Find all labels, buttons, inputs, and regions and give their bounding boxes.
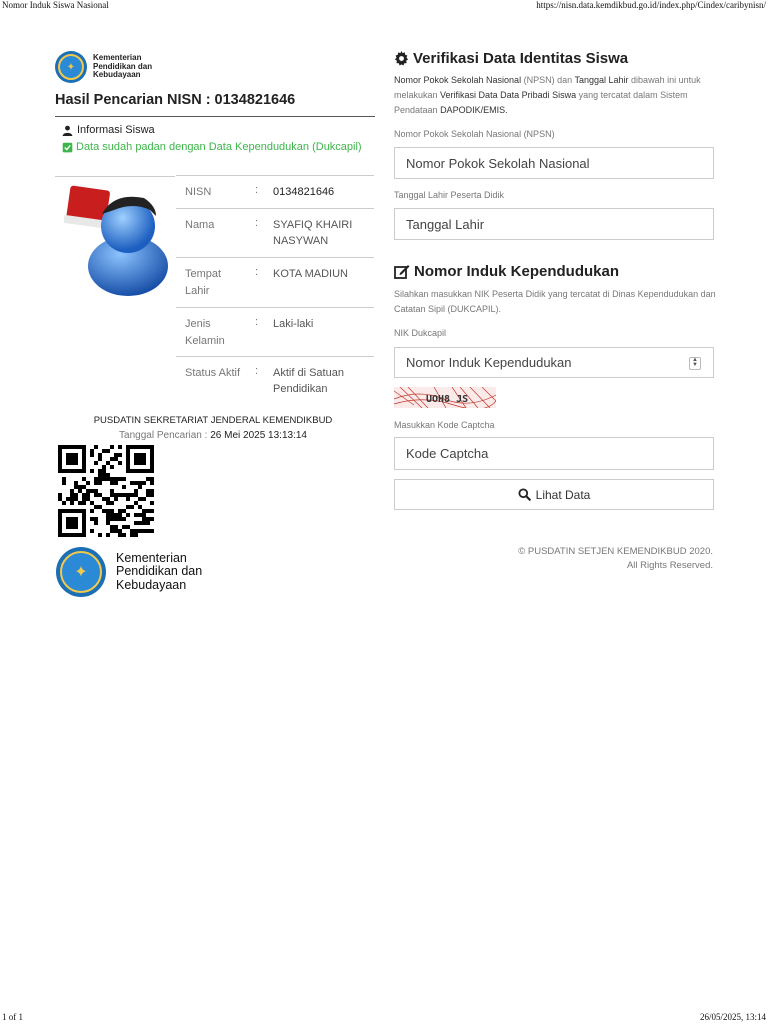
dob-label: Tanggal Lahir Peserta Didik — [394, 190, 505, 200]
desc-npsn-abbr: (NPSN) — [523, 75, 555, 85]
nik-description: Silahkan masukkan NIK Peserta Didik yang tercatat di Dinas Kependudukan dan Catatan Sipil (DUKCAPIL). — [394, 289, 716, 314]
copyright: © PUSDATIN SETJEN KEMENDIKBUD 2020. — [518, 546, 713, 557]
student-info-table — [176, 175, 374, 405]
field-label: Jenis Kelamin — [185, 318, 225, 347]
nik-input[interactable] — [394, 347, 714, 378]
table-row — [176, 356, 374, 405]
field-label: Nama — [185, 219, 215, 231]
footer-logo-line-1: Kementerian — [116, 551, 187, 566]
print-timestamp: 26/05/2025, 13:14 — [699, 1012, 766, 1022]
captcha-input[interactable] — [394, 437, 714, 470]
desc-and: dan — [557, 75, 573, 85]
nik-placeholder: Nomor Induk Kependudukan — [406, 355, 572, 370]
field-separator: : — [255, 184, 259, 196]
desc-rest1: dibawah ini untuk melakukan — [394, 75, 701, 100]
logo-line-2: Pendidikan dan — [93, 61, 153, 71]
user-icon — [62, 125, 73, 136]
nik-label: NIK Dukcapil — [394, 328, 447, 338]
issuer-label: PUSDATIN SEKRETARIAT JENDERAL KEMENDIKBUD — [93, 415, 333, 426]
table-row — [176, 208, 374, 257]
captcha-placeholder: Kode Captcha — [406, 446, 489, 461]
result-title: Hasil Pencarian NISN : 0134821646 — [55, 92, 296, 108]
field-label: Status Aktif — [185, 367, 241, 379]
dukcapil-match-status — [62, 141, 362, 153]
desc-rest2: yang tercatat dalam Sistem Pendataan — [394, 90, 688, 115]
number-spinner-icon[interactable]: ▲ ▼ — [689, 357, 701, 370]
field-value: Laki-laki — [273, 318, 314, 330]
match-status-text: Data sudah padan dengan Data Kependudukan (Dukcapil) — [76, 141, 362, 153]
captcha-label: Masukkan Kode Captcha — [394, 420, 495, 430]
nik-title — [394, 263, 619, 280]
search-date-value: 26 Mei 2025 13:13:14 — [210, 430, 307, 441]
field-separator: : — [255, 316, 259, 328]
print-page-count: 1 of 1 — [2, 1012, 23, 1022]
field-label: Tempat Lahir — [185, 268, 222, 297]
captcha-image — [394, 387, 496, 408]
field-value: 0134821646 — [273, 186, 335, 198]
npsn-placeholder: Nomor Pokok Sekolah Nasional — [406, 155, 590, 171]
info-header-label: Informasi Siswa — [77, 124, 155, 136]
desc-npsn: Nomor Pokok Sekolah Nasional — [394, 75, 522, 85]
table-row — [176, 257, 374, 307]
kemdikbud-logo-header — [55, 51, 152, 83]
search-icon — [518, 488, 531, 501]
field-value: SYAFIQ KHAIRI NASYWAN — [273, 219, 353, 247]
field-separator: : — [255, 217, 259, 229]
field-separator: : — [255, 266, 259, 278]
logo-line-3: Kebudayaan — [93, 70, 141, 80]
tut-wuri-emblem-icon: ✦ — [56, 547, 106, 597]
desc-system: DAPODIK/EMIS. — [440, 105, 508, 115]
verify-description — [394, 73, 714, 118]
tut-wuri-emblem-icon: ✦ — [55, 51, 87, 83]
print-page-title: Nomor Induk Siswa Nasional — [2, 0, 109, 10]
search-date-label: Tanggal Pencarian : — [119, 430, 208, 441]
search-date — [55, 430, 371, 441]
verify-title — [394, 50, 628, 67]
dob-placeholder: Tanggal Lahir — [406, 216, 485, 232]
field-label: NISN — [185, 186, 212, 198]
print-url: https://nisn.data.kemdikbud.go.id/index.php/Cindex/caribynisn/ — [536, 0, 766, 10]
dob-input[interactable] — [394, 208, 714, 240]
npsn-label: Nomor Pokok Sekolah Nasional (NPSN) — [394, 129, 555, 139]
footer-logo-line-2: Pendidikan dan — [116, 564, 203, 579]
captcha-text: UOH8 JS — [426, 394, 469, 405]
title-divider — [55, 116, 375, 117]
rights-reserved: All Rights Reserved. — [626, 560, 713, 571]
edit-icon — [394, 264, 410, 279]
field-value: KOTA MADIUN — [273, 268, 348, 280]
field-separator: : — [255, 365, 259, 377]
table-row — [176, 307, 374, 356]
check-square-icon — [62, 142, 73, 153]
footer-logo-line-3: Kebudayaan — [116, 577, 187, 592]
info-header — [62, 124, 155, 136]
field-value: Aktif di Satuan Pendidikan — [273, 367, 344, 395]
info-divider — [55, 176, 175, 177]
student-avatar — [64, 184, 170, 298]
qr-code — [58, 445, 154, 537]
kemdikbud-logo-footer — [56, 547, 202, 597]
nik-title-text: Nomor Induk Kependudukan — [414, 263, 620, 280]
desc-dob: Tanggal Lahir — [574, 75, 629, 85]
npsn-input[interactable] — [394, 147, 714, 179]
logo-line-1: Kementerian — [93, 53, 142, 63]
desc-verify: Verifikasi Data Data Pribadi Siswa — [440, 90, 577, 100]
lihat-data-button[interactable] — [394, 479, 714, 510]
gear-icon — [394, 51, 409, 66]
verify-title-text: Verifikasi Data Identitas Siswa — [413, 50, 629, 67]
table-row — [176, 175, 374, 208]
lihat-data-label: Lihat Data — [535, 487, 591, 502]
